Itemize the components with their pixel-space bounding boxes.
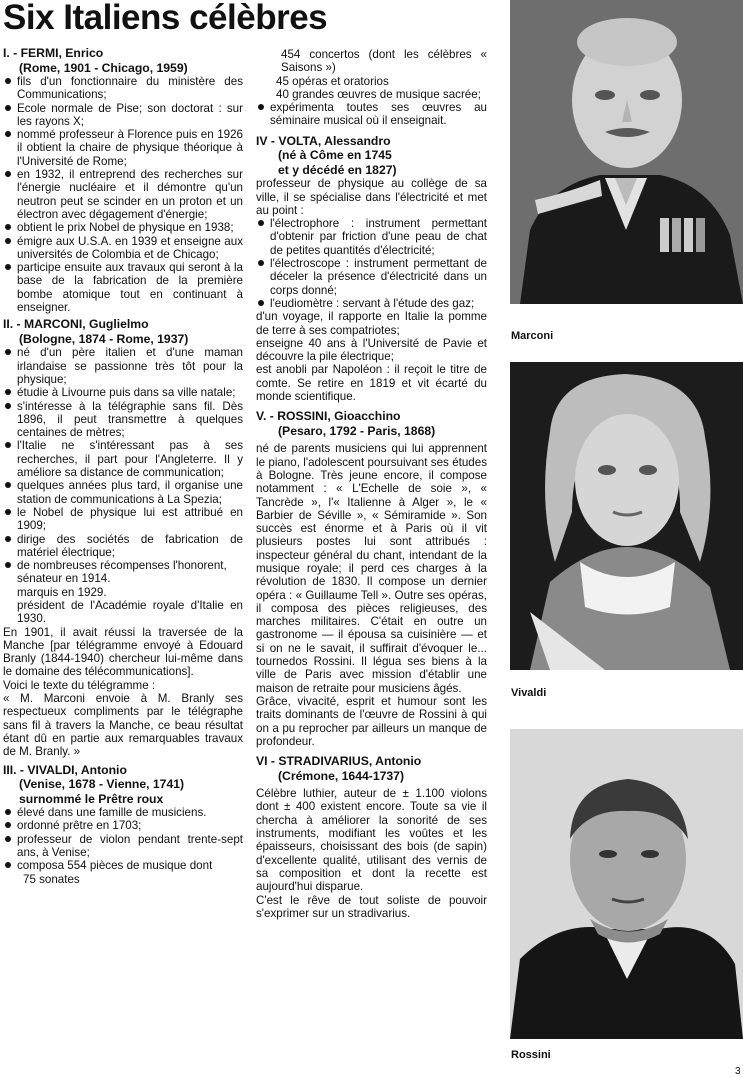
paragraph: Voici le texte du télégramme : [3, 678, 156, 692]
section-heading-marconi [3, 317, 243, 346]
heading-dates: (Rome, 1901 - Chicago, 1959) [19, 60, 188, 75]
list-item: Ecole normale de Pise; son doctorat : sur les rayons X; [3, 102, 243, 129]
paragraph: Grâce, vivacité, esprit et humour sont les traits dominants de l'œuvre de Rossini à qui on a pu reprocher par ailleurs un manque de profondeur. [256, 694, 487, 748]
text-column-middle [256, 48, 487, 920]
photo-caption: Vivaldi [511, 687, 547, 699]
list-item: en 1932, il entreprend des recherches sur l'énergie nucléaire et il démontre qu'un neutron peut se scinder en un proton et un électron avec dégagement d'énergie; [3, 168, 243, 221]
work-line: 40 grandes œuvres de musique sacrée; [276, 87, 481, 101]
list-item: de nombreuses récompenses l'honorent, [3, 559, 243, 572]
list-item: s'intéresse à la télégraphie sans fil. Dès 1896, il peut transmettre à quelques centaines de mètres; [3, 400, 243, 440]
heading-dates: (Venise, 1678 - Vienne, 1741) surnommé le Prêtre roux [19, 777, 185, 806]
photo-caption: Marconi [511, 330, 554, 342]
section-heading-vivaldi [3, 763, 243, 807]
list-item: nommé professeur à Florence puis en 1926 il obtient la chaire de physique théorique à l'Université de Rome; [3, 128, 243, 168]
heading-dates: (Crémone, 1644-1737) [278, 768, 404, 783]
photo-caption: Rossini [511, 1049, 551, 1061]
work-line: 454 concertos (dont les célèbres « Saisons ») [281, 48, 487, 75]
list-item: élevé dans une famille de musiciens. [3, 806, 243, 819]
heading-name: V. - ROSSINI, Gioacchino [256, 409, 401, 424]
volta-bullet-list [256, 217, 487, 310]
telegram-quote: « M. Marconi envoie à M. Branly ses respectueux compliments par le télégraphe sans fil à travers la Manche, ce beau résultat étant dû en partie aux remarquables travaux de M. Branly. » [3, 692, 243, 759]
heading-name: IV - VOLTA, Alessandro [256, 133, 391, 148]
list-item: l'électroscope : instrument permettant de déceler la présence d'électricité dans un corps donné; [256, 257, 487, 297]
heading-name: III. - VIVALDI, Antonio [3, 762, 127, 777]
portrait-photo-marconi [510, 0, 743, 304]
work-line: 75 sonates [23, 872, 80, 886]
paragraph: d'un voyage, il rapporte en Italie la pomme de terre à ses compatriotes; [256, 310, 487, 337]
page-number: 3 [735, 1066, 741, 1077]
honor-line: sénateur en 1914. [17, 572, 111, 586]
list-item: professeur de violon pendant trente-sept ans, à Venise; [3, 833, 243, 860]
paragraph: enseigne 40 ans à l'Université de Pavie et découvre la pile électrique; [256, 336, 487, 364]
page-title: Six Italiens célèbres [3, 0, 328, 37]
section-heading-fermi [3, 46, 243, 75]
list-item: le Nobel de physique lui est attribué en 1909; [3, 506, 243, 533]
work-line: 45 opéras et oratorios [276, 74, 389, 88]
text-column-left [3, 46, 243, 886]
list-item: obtient le prix Nobel de physique en 1938; [3, 221, 243, 234]
list-item: expérimenta toutes ses œuvres au séminaire musical où il enseignait. [256, 101, 487, 128]
list-item: composa 554 pièces de musique dont [3, 859, 243, 872]
paragraph: C'est le rêve de tout soliste de pouvoir s'exprimer sur un stradivarius. [256, 893, 487, 920]
paragraph: né de parents musiciens qui lui apprennent le piano, l'adolescent poursuivant ses études à Bologne. Très jeune encore, il compose notamment : « L'Echelle de soie », « Tancrède », l'« Italienne à Alger », le « Barbier de Séville », « Sémiramide ». Son succès est énorme et à Paris où il vit plusieurs postes lui sont attribués : inspecteur général du chant, intendant de la musique royale; il perd ces charges à la révolution de 1830. Il compose un dernier opéra : « Guillaume Tell ». Outre ses opéras, il composa des pièces religieuses, des marches militaires. C'était en outre un gastronome — il épousa sa cuisinière — et si on ne le savait, il suffirait d'évoquer le... tournedos Rossini. Il légua ses biens à la ville de Paris avec mission d'établir une maison de retraite pour musiciens âgés. [256, 442, 487, 695]
list-item: l'eudiomètre : servant à l'étude des gaz; [256, 297, 487, 310]
heading-name: I. - FERMI, Enrico [3, 46, 104, 60]
heading-name: VI - STRADIVARIUS, Antonio [256, 754, 422, 769]
list-item: émigre aux U.S.A. en 1939 et enseigne aux universités de Colombia et de Chicago; [3, 235, 243, 262]
list-item: l'électrophore : instrument permettant d'obtenir par friction d'une peau de chat de petites quantités d'électricité; [256, 217, 487, 257]
honor-line: marquis en 1929. [17, 585, 107, 599]
section-heading-volta [256, 134, 487, 178]
list-item: étudie à Livourne puis dans sa ville natale; [3, 386, 243, 399]
list-item: ordonné prêtre en 1703; [3, 819, 243, 832]
vivaldi-bullet-list [3, 806, 243, 872]
marconi-bullet-list [3, 346, 243, 572]
portrait-photo-vivaldi [510, 362, 743, 670]
list-item: l'Italie ne s'intéressant pas à ses recherches, il part pour l'Angleterre. Il y améliore sa distance de communication; [3, 439, 243, 479]
heading-dates: (Pesaro, 1792 - Paris, 1868) [278, 423, 436, 438]
heading-dates: (né à Côme en 1745 et y décédé en 1827) [278, 148, 397, 177]
section-heading-stradivarius [256, 754, 487, 783]
heading-name: II. - MARCONI, Guglielmo [3, 317, 149, 332]
fermi-bullet-list [3, 75, 243, 314]
list-item: né d'un père italien et d'une maman irlandaise se passionne très tôt pour la physique; [3, 346, 243, 386]
heading-dates: (Bologne, 1874 - Rome, 1937) [19, 331, 189, 346]
honor-line: président de l'Académie royale d'Italie en 1930. [17, 598, 243, 626]
paragraph: est anobli par Napoléon : il reçoit le titre de comte. Se retire en 1819 et vit écarté du monde scientifique. [256, 363, 487, 404]
list-item: participe ensuite aux travaux qui seront à la base de la fabrication de la première bombe atomique tout en continuant à enseigner. [3, 261, 243, 314]
paragraph: Célèbre luthier, auteur de ± 1.100 violons dont ± 400 existent encore. Toute sa vie il chercha à améliorer la sonorité de ses instruments, modifiant les voûtes et les épaisseurs, choisissant des bois (de sapin) d'excellente qualité, utilisant des vernis de sa composition et dont la recette est aujourd'hui disparue. [256, 787, 487, 894]
list-item: fils d'un fonctionnaire du ministère des Communications; [3, 75, 243, 102]
paragraph: En 1901, il avait réussi la traversée de la Manche [par télégramme envoyé à Edouard Branly (1844-1940) chercheur lui-même dans le domaine des télécommunications]. [3, 625, 243, 679]
vivaldi-bullet-list-end [256, 101, 487, 128]
list-item: dirige des sociétés de fabrication de matériel électrique; [3, 533, 243, 560]
portrait-photo-rossini [510, 729, 743, 1039]
paragraph: professeur de physique au collège de sa ville, il se spécialise dans l'électricité et met au point : [256, 177, 487, 217]
list-item: quelques années plus tard, il organise une station de communications à La Spezia; [3, 479, 243, 506]
section-heading-rossini [256, 409, 487, 438]
